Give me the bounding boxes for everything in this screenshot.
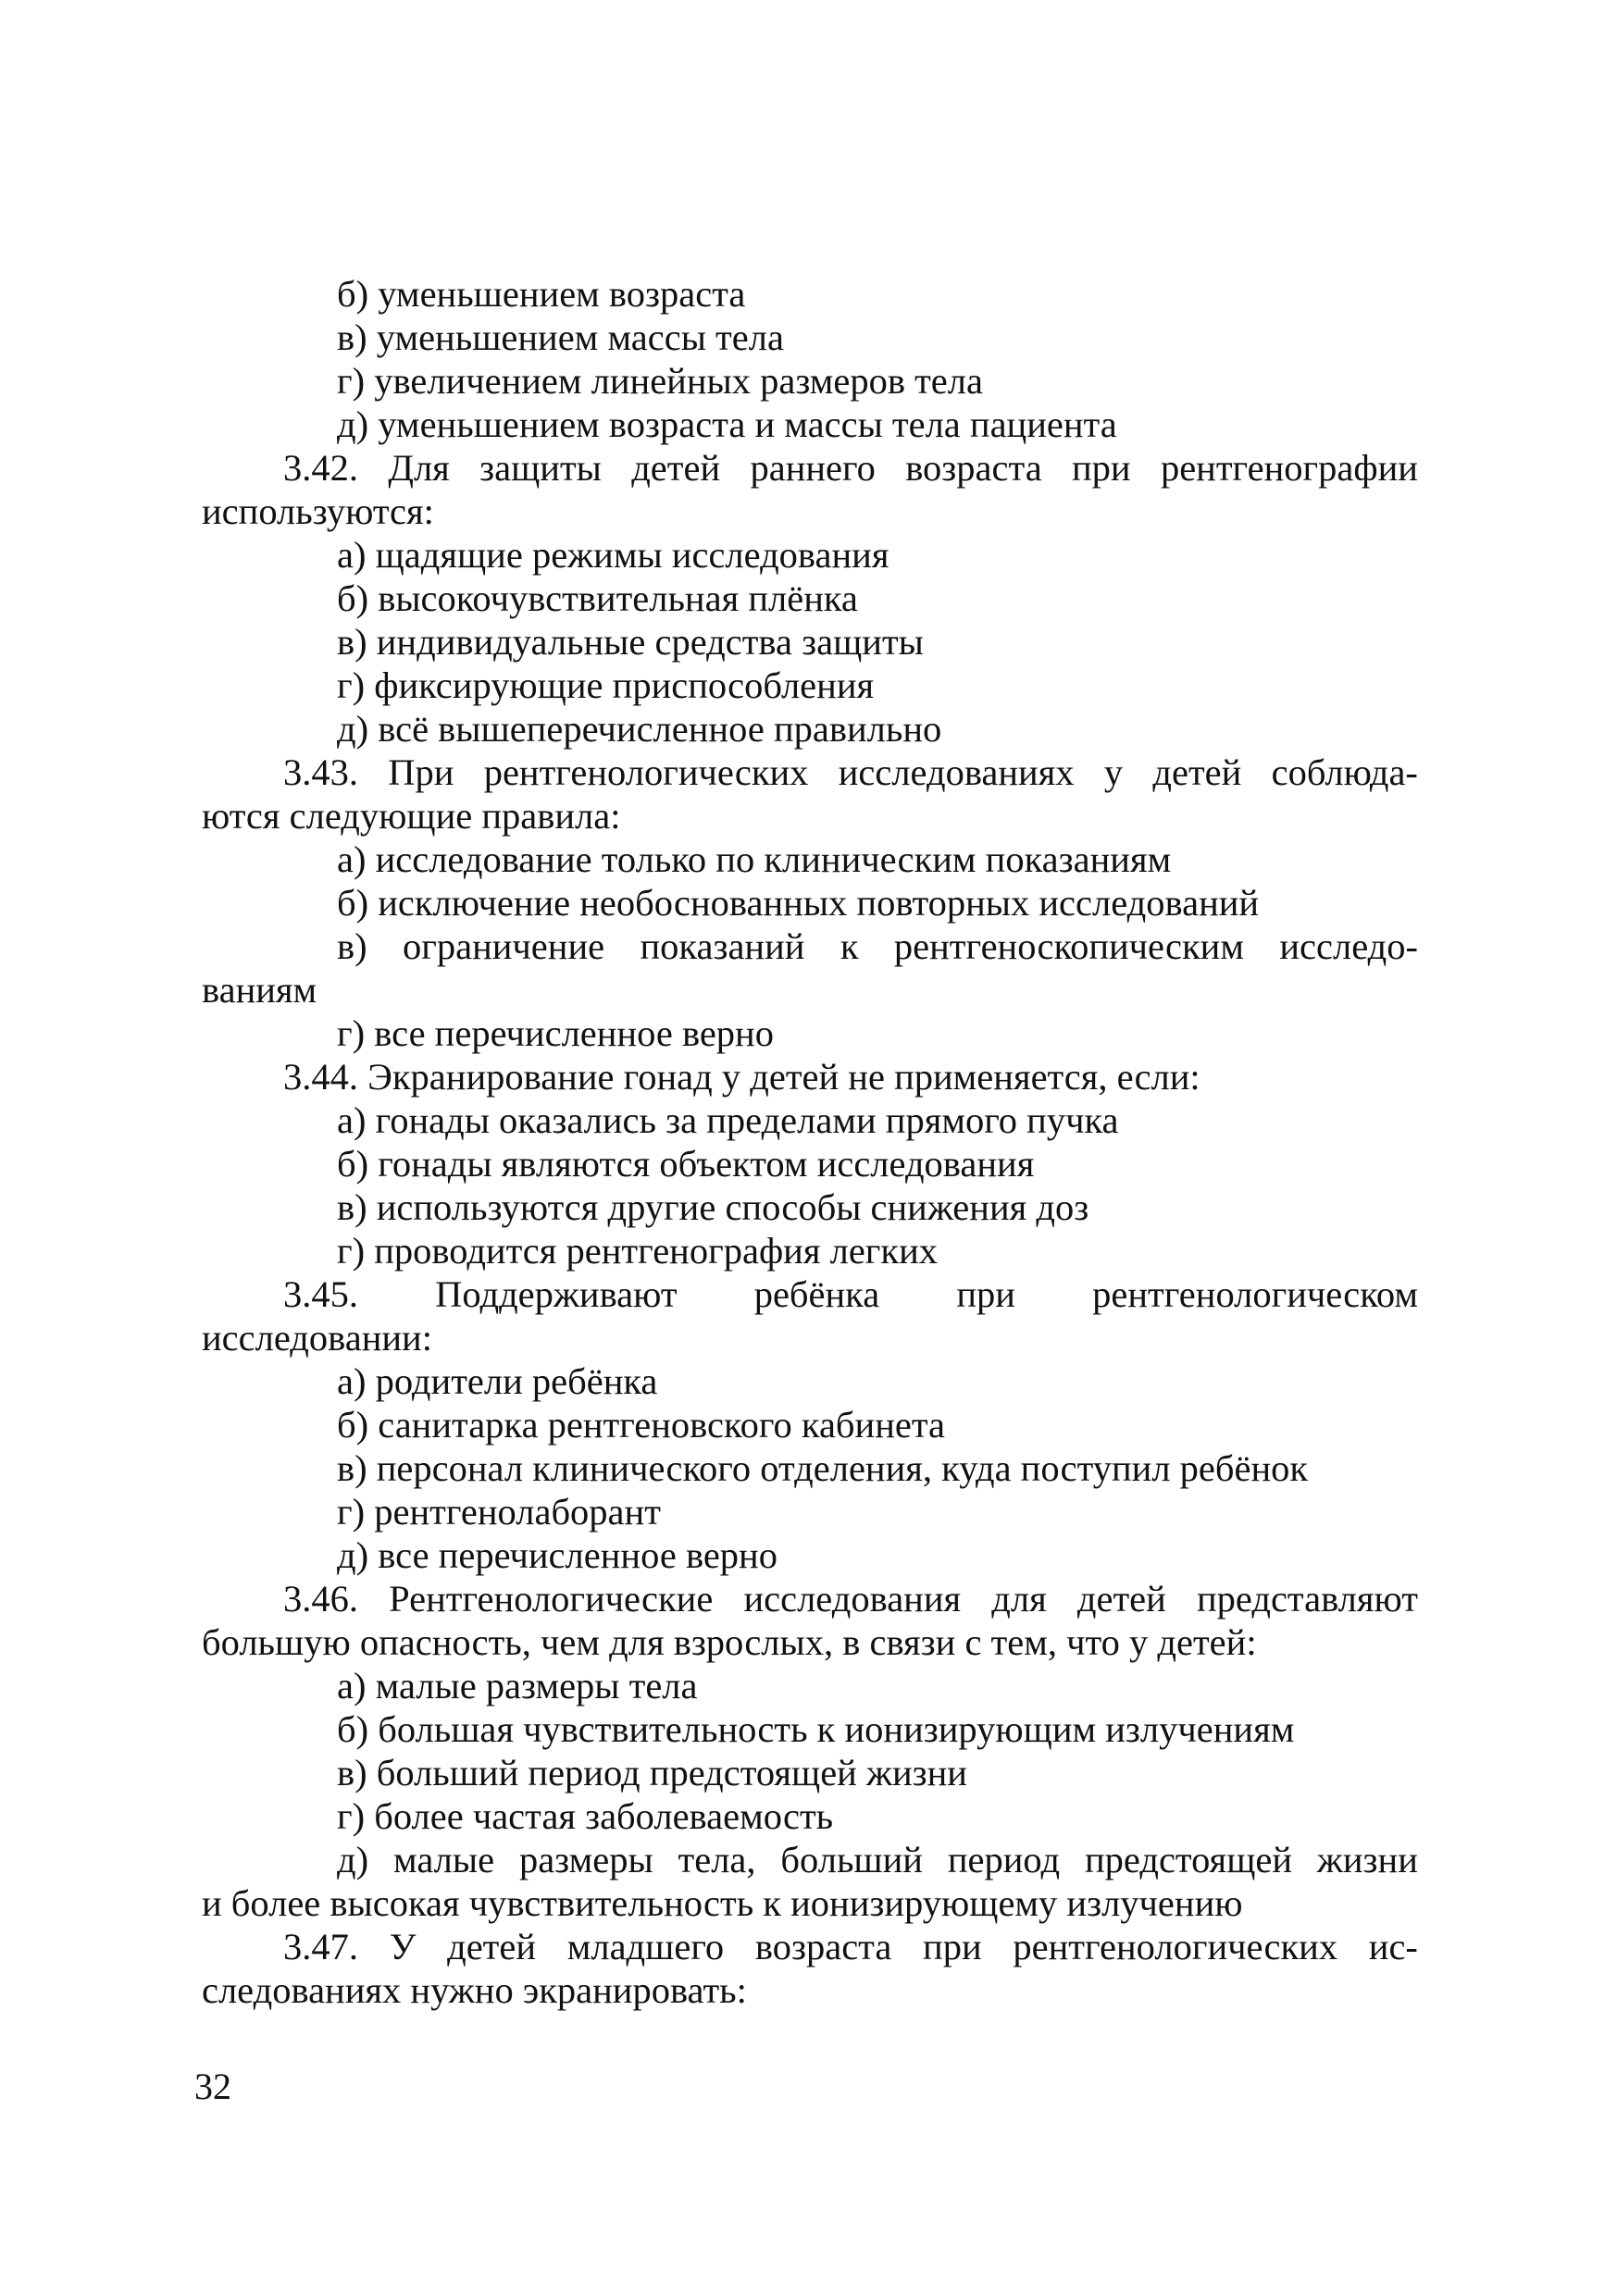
answer-option-line: г) рентгенолаборант <box>337 1491 661 1533</box>
question-line: 3.42. Для защиты детей раннего возраста при рентгенографии <box>283 447 1418 489</box>
continuation-line: и более высокая чувствительность к ионизирующему излучению <box>202 1882 1243 1924</box>
answer-option-line: д) все перечисленное верно <box>337 1534 777 1576</box>
continuation-line: исследовании: <box>202 1317 432 1359</box>
answer-option-line: г) более частая заболеваемость <box>337 1795 834 1837</box>
question-line: 3.47. У детей младшего возраста при рентгенологических ис- <box>283 1926 1418 1967</box>
question-line: 3.46. Рентгенологические исследования для детей представляют <box>283 1578 1418 1620</box>
answer-option-line: б) исключение необоснованных повторных исследований <box>337 882 1260 924</box>
answer-option-line: а) гонады оказались за пределами прямого пучка <box>337 1099 1119 1141</box>
answer-option-line: б) уменьшением возраста <box>337 273 746 315</box>
continuation-line: большую опасность, чем для взрослых, в связи с тем, что у детей: <box>202 1621 1257 1663</box>
answer-option-line: а) исследование только по клиническим показаниям <box>337 838 1172 880</box>
answer-option-line: в) ограничение показаний к рентгеноскопическим исследо- <box>337 925 1418 967</box>
continuation-line: ются следующие правила: <box>202 795 621 837</box>
question-line: 3.45. Поддерживают ребёнка при рентгенологическом <box>283 1273 1418 1315</box>
page-number: 32 <box>194 2066 231 2107</box>
answer-option-line: в) персонал клинического отделения, куда поступил ребёнок <box>337 1447 1309 1489</box>
continuation-line: используются: <box>202 490 434 532</box>
answer-option-line: д) малые размеры тела, больший период предстоящей жизни <box>337 1839 1418 1880</box>
answer-option-line: в) больший период предстоящей жизни <box>337 1752 967 1793</box>
answer-option-line: а) малые размеры тела <box>337 1665 698 1706</box>
answer-option-line: а) родители ребёнка <box>337 1360 658 1402</box>
page-body-text <box>202 272 1418 2012</box>
answer-option-line: б) санитарка рентгеновского кабинета <box>337 1404 946 1446</box>
answer-option-line: в) индивидуальные средства защиты <box>337 621 924 663</box>
question-line: 3.43. При рентгенологических исследованиях у детей соблюда- <box>283 751 1418 793</box>
answer-option-line: б) гонады являются объектом исследования <box>337 1143 1035 1185</box>
answer-option-line: г) все перечисленное верно <box>337 1012 774 1054</box>
continuation-line: ваниям <box>202 969 317 1011</box>
answer-option-line: б) высокочувствительная плёнка <box>337 577 858 619</box>
question-line: 3.44. Экранирование гонад у детей не применяется, если: <box>283 1056 1200 1098</box>
continuation-line: следованиях нужно экранировать: <box>202 1969 747 2011</box>
answer-option-line: в) уменьшением массы тела <box>337 316 784 358</box>
answer-option-line: г) фиксирующие приспособления <box>337 664 875 706</box>
answer-option-line: б) большая чувствительность к ионизирующим излучениям <box>337 1708 1295 1750</box>
answer-option-line: г) увеличением линейных размеров тела <box>337 360 983 402</box>
answer-option-line: г) проводится рентгенография легких <box>337 1230 939 1272</box>
answer-option-line: д) всё вышеперечисленное правильно <box>337 708 942 750</box>
answer-option-line: а) щадящие режимы исследования <box>337 534 889 576</box>
answer-option-line: д) уменьшением возраста и массы тела пациента <box>337 403 1117 445</box>
answer-option-line: в) используются другие способы снижения доз <box>337 1186 1089 1228</box>
